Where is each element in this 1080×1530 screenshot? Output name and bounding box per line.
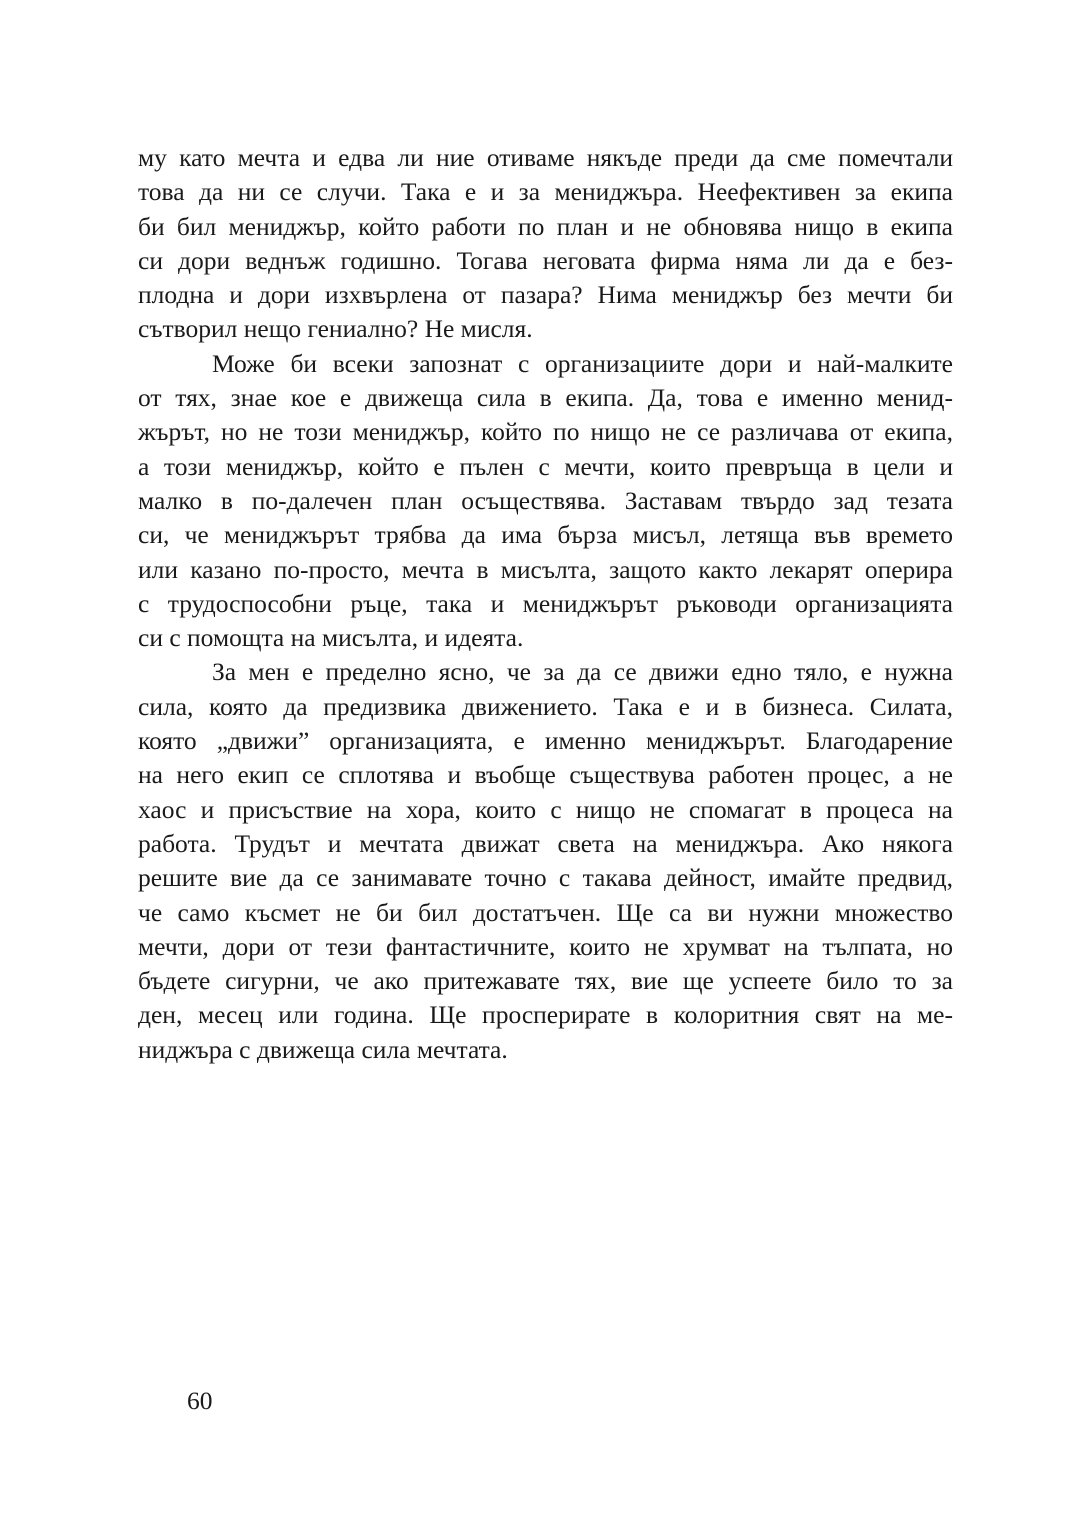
text-line: ниджъра с движеща сила мечтата.: [138, 1034, 508, 1064]
text-line: сътворил нещо гениално? Не мисля.: [138, 314, 533, 344]
text-line: плодна и дори изхвърлена от пазара? Нима мениджър без мечти би: [138, 280, 953, 310]
text-line: малко в по-далечен план осъществява. Заставам твърдо зад тезата: [138, 485, 953, 515]
text-line: си с помощта на мисълта, и идеята.: [138, 623, 524, 653]
text-line: решите вие да се занимавате точно с такава дейност, имайте предвид,: [138, 863, 953, 893]
text-line: бъдете сигурни, че ако притежавате тях, вие ще успеете било то за: [138, 966, 953, 996]
text-line: сила, която да предизвика движението. Така е и в бизнеса. Силата,: [138, 691, 953, 721]
text-line: му като мечта и едва ли ние отиваме някъде преди да сме помечтали: [138, 143, 953, 172]
page-number: 60: [187, 1386, 213, 1415]
text-line: това да ни се случи. Така е и за мениджъра. Неефективен за екипа: [138, 177, 953, 207]
text-line: че само късмет не би бил достатъчен. Ще са ви нужни множество: [138, 897, 953, 927]
text-line: хаос и присъствие на хора, които с нищо не спомагат в процеса на: [138, 794, 953, 824]
text-line: мечти, дори от тези фантастичните, които не хрумват на тълпата, но: [138, 931, 953, 961]
text-line: от тях, знае кое е движеща сила в екипа. Да, това е именно менид-: [138, 383, 953, 413]
text-line: а този мениджър, който е пълен с мечти, които превръща в цели и: [138, 451, 953, 481]
text-line: на него екип се сплотява и въобще съществува работен процес, а не: [138, 760, 953, 790]
text-line: би бил мениджър, който работи по план и не обновява нищо в екипа: [138, 211, 953, 241]
text-line: или казано по-просто, мечта в мисълта, защото както лекарят оперира: [138, 554, 953, 584]
text-line: която „движи” организацията, е именно мениджърът. Благодарение: [138, 726, 953, 756]
text-line: ден, месец или година. Ще просперирате в колоритния свят на ме-: [138, 1000, 953, 1030]
text-line: с трудоспособни ръце, така и мениджърът ръководи организацията: [138, 588, 953, 618]
text-line: си дори веднъж годишно. Тогава неговата фирма няма ли да е без-: [138, 245, 953, 275]
text-line: жърът, но не този мениджър, който по нищо не се различава от екипа,: [138, 417, 953, 447]
text-line: Може би всеки запознат с организациите дори и най-малките: [212, 348, 953, 378]
text-line: работа. Трудът и мечтата движат света на мениджъра. Ако някога: [138, 828, 953, 858]
body-text: [138, 141, 953, 1067]
text-line: За мен е пределно ясно, че за да се движи едно тяло, е нужна: [212, 657, 953, 687]
text-line: си, че мениджърът трябва да има бърза мисъл, летяща във времето: [138, 520, 953, 550]
